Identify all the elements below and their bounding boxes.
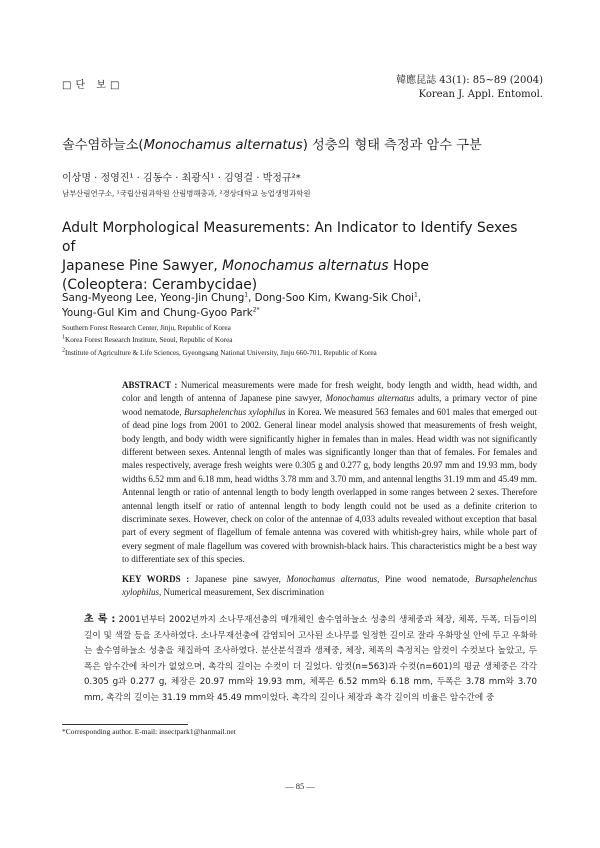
keywords-text-3: , Numerical measurement, Sex discrimination (159, 587, 324, 598)
abstract-scientific-name-2: Bursaphelenchus xylophilus (184, 406, 286, 417)
author-group-2: , Dong-Soo Kim, Kwang-Sik Choi (248, 292, 415, 304)
author-group-1: Sang-Myeong Lee, Yeong-Jin Chung (62, 292, 245, 304)
summary-text: 2001년부터 2002년까지 소나무재선충의 매개체인 솔수염하늘소 성충의 생체중과 체장, 체폭, 두폭, 더듬이의 길이 및 색깔 등을 조사하였다. 소나무재선충에 감염되어 고사된 소나무를 일정한 길이로 잘라 우화망실 안에 두고 우화하는 솔수염하늘소 성충을 채집하여 조사하였다. 분산분석결과 생체중, 체장, 체폭의 측정치는 암컷이 수컷보다 높았고, 두폭은 암수간에 차이가 없었으며, 촉각의 길이는 수컷이 더 길었다. 암컷(n=563)과 수컷(n=601)의 평균 생체중은 각각 0.305 g과 0.277 g, 체장은 20.97 mm와 19.93 mm, 체폭은 6.52 mm와 6.18 mm, 두폭은 3.78 mm와 3.70 mm, 촉각의 길이는 31.19 mm와 45.49 mm이었다. 촉각의 길이나 체장과 촉각 길이의 비율은 암수간에 중 (84, 615, 537, 703)
english-title-line-2-after: Hope (388, 258, 430, 274)
superscript-2-star: 2* (252, 306, 260, 314)
korean-affiliations: 남부산림연구소, ¹국립산림과학원 산림병해충과, ²경상대학교 농업생명과학원 (62, 189, 311, 198)
korean-title-after: ) 성충의 형태 측정과 암수 구분 (302, 138, 482, 153)
english-authors (62, 291, 532, 321)
korean-title-scientific-name: Monochamus alternatus (143, 138, 303, 153)
journal-citation (396, 74, 543, 102)
english-title-line-2 (62, 257, 532, 276)
journal-line-1: 韓應昆誌 43(1): 85~89 (2004) (396, 75, 543, 86)
abstract-text-1: Numerical measurements were made for fresh weight, body length and width, head width, and color and length of antenna of Japanese pine sawyer, (122, 380, 537, 404)
abstract-scientific-name-1: Monochamus alternatus (325, 393, 415, 404)
corresponding-author-footnote: *Corresponding author. E-mail: insectpark1@hanmail.net (62, 727, 236, 736)
keywords-scientific-name-2: Bursaphelenchus xylophilus (122, 574, 537, 598)
abstract-text-2: adults, a primary vector of pine wood nematode, (122, 393, 537, 417)
korean-title-before: 솔수염하늘소( (62, 138, 144, 153)
english-authors-line-2 (62, 306, 532, 321)
english-title-scientific-name: Monochamus alternatus (222, 258, 389, 274)
abstract-text-3: in Korea. We measured 563 females and 601 males that emerged out of dead pine logs from 2001 to 2002. General linear model analysis showed that measurements of fresh weight, body length, and body width were significantly higher in females than in males. Head width was not significantly different between sexes. Antennal length of males was significantly longer than that of females. For females and males respectively, average fresh weights were 0.305 g and 0.277 g, body lengths 20.97 mm and 19.93 mm, body widths 6.52 mm and 6.18 mm, head widths 3.78 mm and 3.70 mm, and antennal lengths 31.19 mm and 45.49 mm. Antennal length or ratio of antennal length to body length overlapped in some ranges between 2 sexes. Therefore antennal length itself or ratio of antennal length to body length could not be used as a definite criterion to discriminate sexes. However, check on color of the antennae of 4,033 adults revealed without exception that basal part of every segment of flagellum of female antenna was covered with whitish-grey hairs, while whole part of every segment of male flagellum was covered with brownish-black hairs. This characteristics might be a best way to differentiate sex of this species. (122, 406, 538, 565)
korean-title (62, 134, 482, 153)
author-group-3: , (417, 292, 422, 304)
affiliation-line-1: Southern Forest Research Center, Jinju, Republic of Korea (62, 324, 231, 332)
keywords-text-1: Japanese pine sawyer, (189, 574, 287, 584)
english-affiliations (62, 322, 542, 359)
abstract (122, 379, 537, 567)
keywords-scientific-name-1: Monochamus alternatus (286, 574, 378, 584)
keywords-text-2: , Pine wood nematode, (377, 574, 475, 584)
english-title-line-2-before: Japanese Pine Sawyer, (62, 258, 223, 274)
english-title (62, 219, 532, 295)
summary-label: 초 록 : (84, 614, 116, 625)
affiliation-superscript-2: 2 (62, 347, 65, 354)
english-title-line-3: (Coleoptera: Cerambycidae) (62, 277, 258, 293)
journal-line-2: Korean J. Appl. Entomol. (418, 89, 543, 100)
page-number: — 85 — (285, 781, 315, 791)
keywords (122, 573, 537, 600)
korean-summary (84, 612, 537, 707)
english-authors-line-1 (62, 291, 532, 306)
superscript-1: 1 (244, 291, 249, 299)
english-title-line-1: Adult Morphological Measurements: An Indicator to Identify Sexes of (62, 220, 518, 255)
affiliation-line-3-text: Institute of Agriculture & Life Sciences, Gyeongsang National University, Jinju 660-701, Republic of Korea (65, 348, 377, 357)
footnote-divider (62, 724, 188, 725)
korean-authors: 이상명 · 정영진¹ · 김동수 · 최광식¹ · 김영걸 · 박정규²* (62, 173, 301, 184)
affiliation-line-2-text: Korea Forest Research Institute, Seoul, Republic of Korea (65, 336, 233, 345)
affiliation-line-2 (62, 334, 542, 346)
author-group-4: Young-Gul Kim and Chung-Gyoo Park (62, 307, 253, 319)
affiliation-superscript-1: 1 (62, 334, 65, 341)
abstract-label: ABSTRACT : (122, 380, 178, 390)
affiliation-line-3 (62, 347, 542, 359)
keywords-label: KEY WORDS : (122, 574, 190, 584)
note-type-label: □단 보□ (62, 80, 124, 91)
superscript-1b: 1 (414, 291, 418, 299)
